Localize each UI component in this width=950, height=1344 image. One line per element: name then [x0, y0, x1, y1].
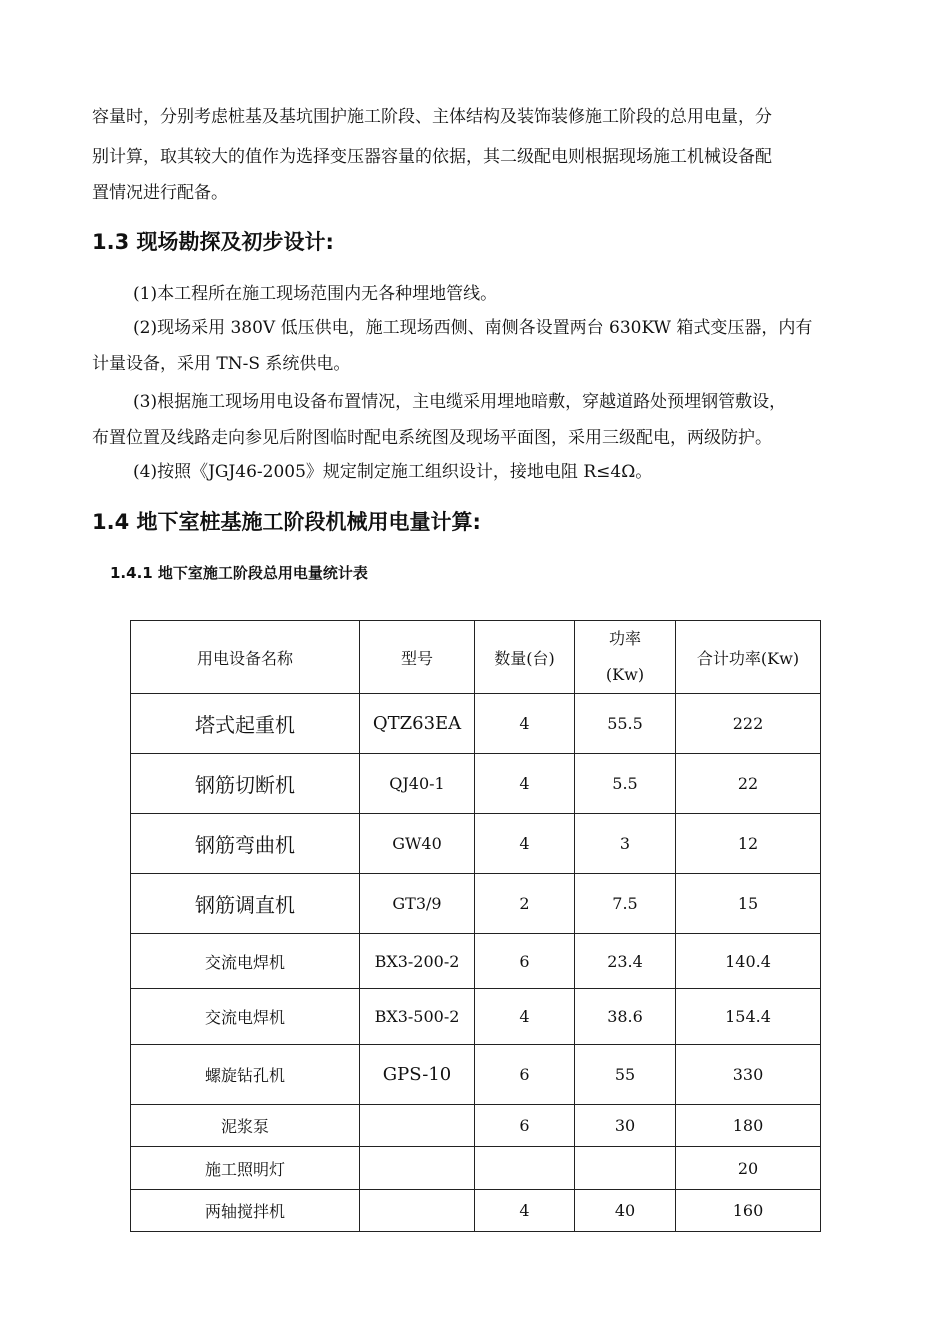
section-1-4-heading: 1.4 地下室桩基施工阶段机械用电量计算:: [92, 510, 481, 534]
cell-power: 40: [575, 1190, 676, 1232]
header-power: [575, 621, 676, 694]
cell-qty: 4: [475, 814, 575, 874]
cell-power: 5.5: [575, 754, 676, 814]
header-quantity: 数量(台): [475, 621, 575, 694]
item-1: (1)本工程所在施工现场范围内无各种埋地管线。: [133, 284, 498, 304]
cell-total: 12: [676, 814, 821, 874]
cell-qty: 6: [475, 1045, 575, 1105]
cell-qty: 4: [475, 1190, 575, 1232]
cell-name: 施工照明灯: [131, 1147, 360, 1190]
cell-total: 160: [676, 1190, 821, 1232]
cell-model: [360, 1105, 475, 1147]
cell-qty: 4: [475, 694, 575, 754]
power-usage-table: [130, 620, 821, 1232]
cell-name: 钢筋调直机: [131, 874, 360, 934]
table-header-row: [131, 621, 821, 694]
cell-qty: 4: [475, 754, 575, 814]
header-power-label: 功率: [608, 629, 641, 648]
table-row: [131, 1147, 821, 1190]
cell-total: 330: [676, 1045, 821, 1105]
cell-name: 交流电焊机: [131, 989, 360, 1045]
item-2-line-2: 计量设备，采用 TN-S 系统供电。: [92, 354, 351, 374]
section-1-4-1-subheading: 1.4.1 地下室施工阶段总用电量统计表: [110, 564, 368, 582]
header-equipment-name: 用电设备名称: [131, 621, 360, 694]
cell-name: 塔式起重机: [131, 694, 360, 754]
item-4: (4)按照《JGJ46-2005》规定制定施工组织设计，接地电阻 R≤4Ω。: [133, 462, 653, 482]
item-2-line-1: (2)现场采用 380V 低压供电，施工现场西侧、南侧各设置两台 630KW 箱式变压器，内有: [133, 318, 813, 338]
cell-qty: 6: [475, 934, 575, 989]
cell-name: 钢筋弯曲机: [131, 814, 360, 874]
table-row: [131, 1105, 821, 1147]
cell-total: 154.4: [676, 989, 821, 1045]
intro-line-3: 置情况进行配备。: [92, 183, 228, 203]
cell-power: 55.5: [575, 694, 676, 754]
cell-name: 螺旋钻孔机: [131, 1045, 360, 1105]
header-model: 型号: [360, 621, 475, 694]
section-1-3-heading: 1.3 现场勘探及初步设计:: [92, 230, 334, 254]
header-total-power: 合计功率(Kw): [676, 621, 821, 694]
cell-total: 222: [676, 694, 821, 754]
cell-power: 38.6: [575, 989, 676, 1045]
cell-model: GW40: [360, 814, 475, 874]
table-row: [131, 874, 821, 934]
cell-total: 20: [676, 1147, 821, 1190]
table-row: [131, 754, 821, 814]
table-row: [131, 1190, 821, 1232]
header-power-unit: (Kw): [605, 665, 645, 684]
table-row: [131, 934, 821, 989]
cell-model: BX3-200-2: [360, 934, 475, 989]
cell-model: QJ40-1: [360, 754, 475, 814]
table-row: [131, 814, 821, 874]
cell-power: 3: [575, 814, 676, 874]
cell-total: 140.4: [676, 934, 821, 989]
cell-model: [360, 1190, 475, 1232]
cell-model: GT3/9: [360, 874, 475, 934]
cell-power: [575, 1147, 676, 1190]
cell-model: GPS-10: [360, 1045, 475, 1105]
cell-name: 交流电焊机: [131, 934, 360, 989]
table-row: [131, 1045, 821, 1105]
cell-name: 泥浆泵: [131, 1105, 360, 1147]
cell-qty: 2: [475, 874, 575, 934]
cell-qty: 6: [475, 1105, 575, 1147]
cell-qty: 4: [475, 989, 575, 1045]
cell-name: 两轴搅拌机: [131, 1190, 360, 1232]
item-3-line-1: (3)根据施工现场用电设备布置情况，主电缆采用埋地暗敷，穿越道路处预埋钢管敷设，: [133, 392, 787, 412]
intro-line-1: 容量时，分别考虑桩基及基坑围护施工阶段、主体结构及装饰装修施工阶段的总用电量，分: [92, 107, 772, 127]
intro-line-2: 别计算，取其较大的值作为选择变压器容量的依据，其二级配电则根据现场施工机械设备配: [92, 147, 772, 167]
table-row: [131, 694, 821, 754]
cell-power: 55: [575, 1045, 676, 1105]
cell-total: 15: [676, 874, 821, 934]
cell-power: 30: [575, 1105, 676, 1147]
cell-model: [360, 1147, 475, 1190]
cell-power: 23.4: [575, 934, 676, 989]
cell-model: QTZ63EA: [360, 694, 475, 754]
cell-total: 180: [676, 1105, 821, 1147]
table-row: [131, 989, 821, 1045]
cell-model: BX3-500-2: [360, 989, 475, 1045]
cell-qty: [475, 1147, 575, 1190]
cell-total: 22: [676, 754, 821, 814]
cell-power: 7.5: [575, 874, 676, 934]
item-3-line-2: 布置位置及线路走向参见后附图临时配电系统图及现场平面图，采用三级配电，两级防护。: [92, 428, 772, 448]
cell-name: 钢筋切断机: [131, 754, 360, 814]
